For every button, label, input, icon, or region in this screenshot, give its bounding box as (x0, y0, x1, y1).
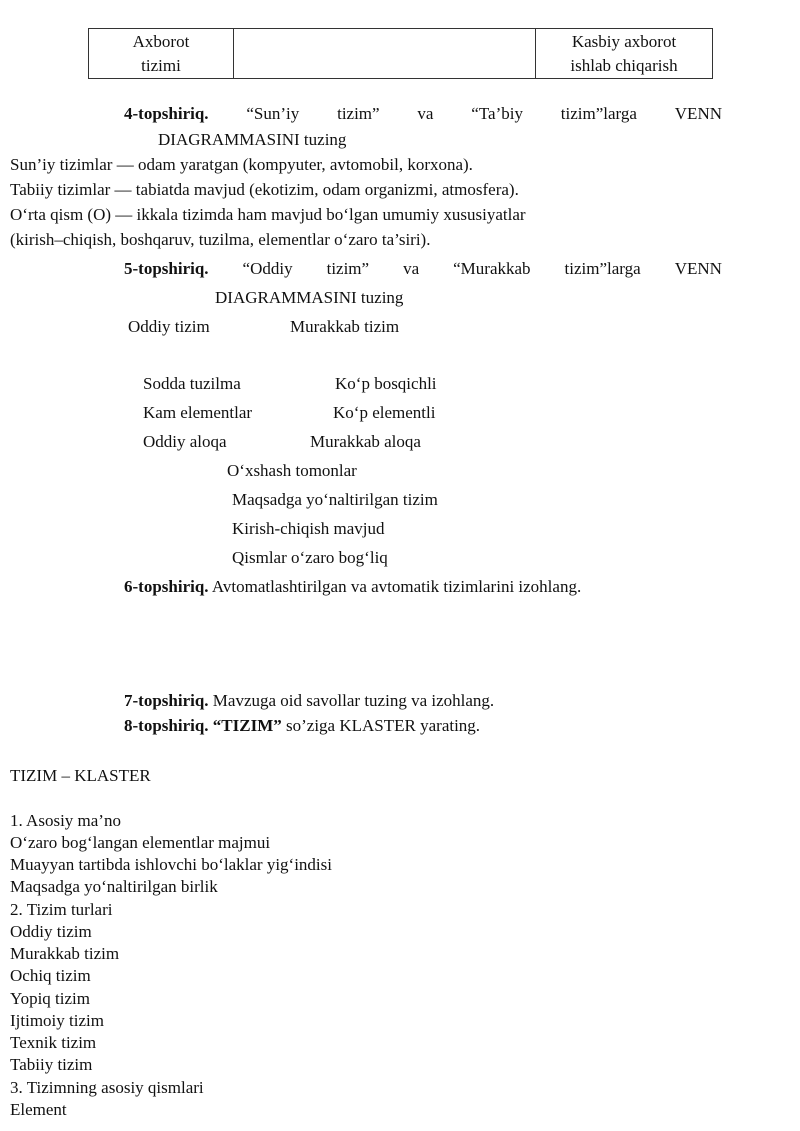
task6-label: 6-topshiriq. (124, 577, 209, 596)
task5-word: “Murakkab (453, 259, 531, 278)
task4-word: tizim” (337, 104, 380, 123)
task5-label: 5-topshiriq. (124, 259, 209, 278)
cluster-line: 3. Tizimning asosiy qismlari (10, 1078, 204, 1097)
task4-word: “Sun’iy (246, 104, 300, 123)
cluster-line: Texnik tizim (10, 1033, 97, 1052)
task8-text: so’ziga KLASTER yarating. (286, 716, 481, 735)
task4-word: “Ta’biy (471, 104, 523, 123)
cluster-line: O‘zaro bog‘langan elementlar majmui (10, 833, 271, 852)
cluster-line: Yopiq tizim (10, 989, 90, 1008)
table-cell-kasbiy-axborot (536, 29, 713, 79)
task4-word: VENN (674, 104, 722, 123)
cluster-line: Tabiiy tizim (10, 1055, 93, 1074)
table-cell-axborot-tizimi (89, 29, 234, 79)
venn-common-item: Qismlar o‘zaro bog‘liq (232, 548, 388, 567)
task7-line (124, 691, 494, 711)
task4-answer-line: O‘rta qism (O) — ikkala tizimda ham mavjud bo‘lgan umumiy xususiyatlar (10, 205, 526, 224)
venn-common-heading: O‘xshash tomonlar (227, 461, 357, 480)
task8-bold-word: “TIZIM” (212, 716, 282, 735)
task4-answer-line: Tabiiy tizimlar — tabiatda mavjud (ekotizim, odam organizmi, atmosfera). (10, 180, 519, 199)
table-cell-empty (234, 29, 536, 79)
task5-heading-line2: DIAGRAMMASINI tuzing (215, 288, 404, 307)
task5-heading (124, 259, 722, 279)
table-cell-text: tizimi (141, 55, 181, 75)
table-cell-text: Axborot (132, 31, 190, 51)
venn-left-item: Kam elementlar (143, 403, 253, 422)
task5-word: tizim”larga (564, 259, 641, 278)
task4-word: va (417, 104, 434, 123)
cluster-line: Maqsadga yo‘naltirilgan birlik (10, 877, 218, 896)
task4-answer-line: Sun’iy tizimlar — odam yaratgan (kompyuter, avtomobil, korxona). (10, 155, 473, 174)
cluster-line: Element (10, 1100, 67, 1119)
venn-right-heading: Murakkab tizim (290, 317, 400, 336)
task5-word: “Oddiy (242, 259, 293, 278)
cluster-line: Ochiq tizim (10, 966, 91, 985)
task5-word: tizim” (326, 259, 370, 278)
cluster-line: 1. Asosiy ma’no (10, 811, 121, 830)
cluster-line: Ijtimoiy tizim (10, 1011, 104, 1030)
task4-answer-line: (kirish–chiqish, boshqaruv, tuzilma, elementlar o‘zaro ta’siri). (10, 230, 431, 249)
task6-text: Avtomatlashtirilgan va avtomatik tizimlarini izohlang. (211, 577, 582, 596)
task8-line (124, 716, 480, 736)
task8-label: 8-topshiriq. (124, 716, 209, 735)
cluster-line: Oddiy tizim (10, 922, 92, 941)
task4-label: 4-topshiriq. (124, 104, 209, 123)
task7-text: Mavzuga oid savollar tuzing va izohlang. (212, 691, 495, 710)
venn-common-item: Kirish-chiqish mavjud (232, 519, 385, 538)
task4-heading (124, 104, 722, 124)
cluster-line: Muayyan tartibda ishlovchi bo‘laklar yig‘indisi (10, 855, 332, 874)
cluster-title: TIZIM – KLASTER (10, 766, 151, 785)
venn-common-item: Maqsadga yo‘naltirilgan tizim (232, 490, 438, 509)
task6-line (124, 577, 581, 597)
table-cell-text: Kasbiy axborot (571, 31, 677, 51)
cluster-line: 2. Tizim turlari (10, 900, 113, 919)
task7-label: 7-topshiriq. (124, 691, 209, 710)
venn-right-item: Murakkab aloqa (310, 432, 421, 451)
cluster-line: Murakkab tizim (10, 944, 120, 963)
task5-word: VENN (674, 259, 722, 278)
task4-word: tizim”larga (560, 104, 637, 123)
task4-heading-line2: DIAGRAMMASINI tuzing (158, 130, 347, 149)
venn-right-item: Ko‘p elementli (333, 403, 436, 422)
info-table (88, 28, 713, 79)
venn-left-heading: Oddiy tizim (128, 317, 210, 336)
venn-right-item: Ko‘p bosqichli (335, 374, 437, 393)
task5-word: va (403, 259, 420, 278)
venn-left-item: Oddiy aloqa (143, 432, 227, 451)
table-cell-text: ishlab chiqarish (570, 55, 678, 75)
venn-left-item: Sodda tuzilma (143, 374, 241, 393)
